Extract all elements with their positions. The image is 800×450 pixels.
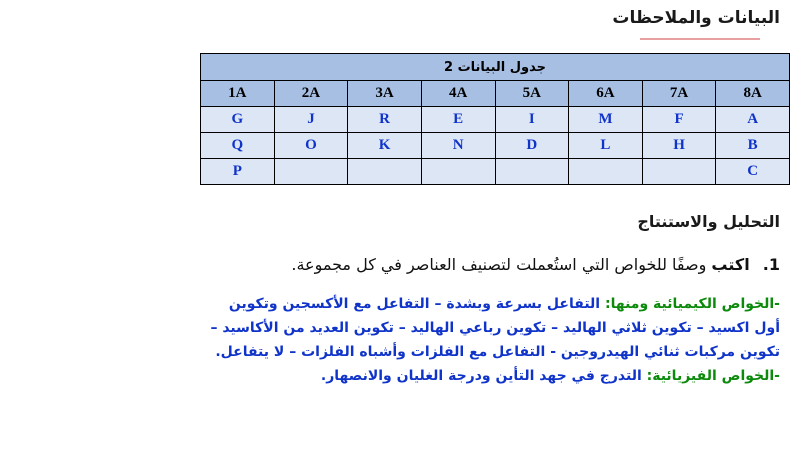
table-cell: F xyxy=(642,107,716,133)
table-cell: O xyxy=(274,133,348,159)
table-cell: P xyxy=(201,159,275,185)
table-cell: R xyxy=(348,107,422,133)
table-cell: N xyxy=(421,133,495,159)
table-cell xyxy=(421,159,495,185)
column-header: 5A xyxy=(495,81,569,107)
table-cell: J xyxy=(274,107,348,133)
table-cell xyxy=(642,159,716,185)
table-cell: K xyxy=(348,133,422,159)
table-cell xyxy=(569,159,643,185)
table-cell: H xyxy=(642,133,716,159)
table-cell: G xyxy=(201,107,275,133)
table-cell: E xyxy=(421,107,495,133)
column-header: 7A xyxy=(642,81,716,107)
question-text: وصفًا للخواص التي استُعملت لتصنيف العناصر في كل مجموعة. xyxy=(291,255,707,274)
table-row xyxy=(201,107,790,133)
column-header: 2A xyxy=(274,81,348,107)
physical-properties-label: -الخواص الفيزيائية: xyxy=(646,368,780,384)
chemical-properties-paragraph xyxy=(210,292,780,364)
column-header: 4A xyxy=(421,81,495,107)
title-underline xyxy=(640,38,760,40)
section-title: البيانات والملاحظات xyxy=(612,8,780,28)
question-keyword: اكتب xyxy=(711,255,750,274)
physical-properties-paragraph xyxy=(210,364,780,388)
column-header: 3A xyxy=(348,81,422,107)
table-cell: D xyxy=(495,133,569,159)
table-cell: B xyxy=(716,133,790,159)
table-cell xyxy=(274,159,348,185)
question-1 xyxy=(291,255,780,274)
table-cell: L xyxy=(569,133,643,159)
table-header-row xyxy=(201,81,790,107)
analysis-heading: التحليل والاستنتاج xyxy=(637,212,780,231)
table-caption: جدول البيانات 2 xyxy=(201,54,790,81)
column-header: 6A xyxy=(569,81,643,107)
data-table xyxy=(200,53,790,185)
table-cell: I xyxy=(495,107,569,133)
table-row xyxy=(201,133,790,159)
answer-block xyxy=(210,292,780,388)
table-row xyxy=(201,159,790,185)
table-cell: M xyxy=(569,107,643,133)
question-number: 1. xyxy=(762,255,780,274)
table-cell xyxy=(348,159,422,185)
table-cell: Q xyxy=(201,133,275,159)
table-cell xyxy=(495,159,569,185)
chemical-properties-text: التفاعل بسرعة وبشدة – التفاعل مع الأكسجين وتكوين أول اكسيد – تكوين ثلاثي الهاليد – تكوين رباعي الهاليد – تكوين العديد من الأكاسيد – تكوين مركبات ثنائي الهيدروجين - التفاعل مع الفلزات وأشباه الفلزات – لا يتفاعل. xyxy=(210,296,780,360)
chemical-properties-label: -الخواص الكيميائية ومنها: xyxy=(604,296,780,312)
column-header: 8A xyxy=(716,81,790,107)
physical-properties-text: التدرج في جهد التأين ودرجة الغليان والانصهار. xyxy=(320,368,642,384)
table-cell: C xyxy=(716,159,790,185)
column-header: 1A xyxy=(201,81,275,107)
table-cell: A xyxy=(716,107,790,133)
